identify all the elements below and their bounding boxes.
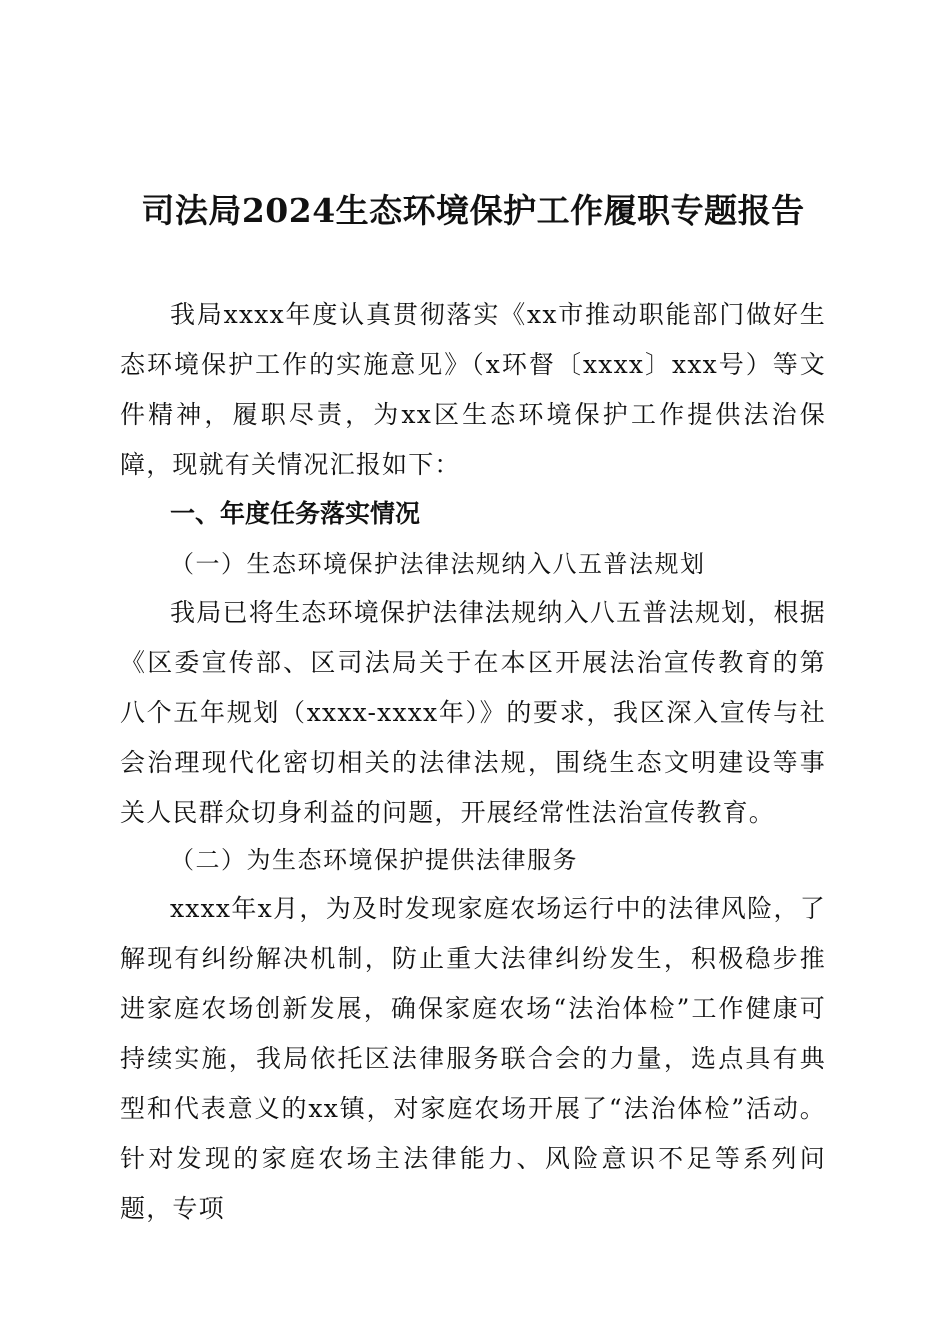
section-heading: 一、年度任务落实情况: [170, 499, 421, 528]
subsection-1-paragraph: 我局已将生态环境保护法律法规纳入八五普法规划，根据《区委宣传部、区司法局关于在本区开展法治宣传教育的第八个五年规划（xxxx-xxxx年）》的要求，我区深入宣传与社会治理现代化密切相关的法律法规，围绕生态文明建设等事关人民群众切身利益的问题，开展经常性法治宣传教育。: [120, 598, 826, 827]
subsection-heading-1: （一）生态环境保护法律法规纳入八五普法规划: [170, 550, 706, 578]
document-title: 司法局2024生态环境保护工作履职专题报告: [141, 191, 805, 230]
subsection-2-paragraph: xxxx年x月，为及时发现家庭农场运行中的法律风险，了解现有纠纷解决机制，防止重大法律纠纷发生，积极稳步推进家庭农场创新发展，确保家庭农场“法治体检”工作健康可持续实施，我局依托区法律服务联合会的力量，选点具有典型和代表意义的xx镇，对家庭农场开展了“法治体检”活动。针对发现的家庭农场主法律能力、风险意识不足等系列问题，专项: [120, 894, 826, 1223]
subsection-heading-2: （二）为生态环境保护提供法律服务: [170, 846, 578, 874]
intro-paragraph: 我局xxxx年度认真贯彻落实《xx市推动职能部门做好生态环境保护工作的实施意见》（x环督〔xxxx〕xxx号）等文件精神，履职尽责，为xx区生态环境保护工作提供法治保障，现就有关情况汇报如下：: [120, 300, 826, 479]
